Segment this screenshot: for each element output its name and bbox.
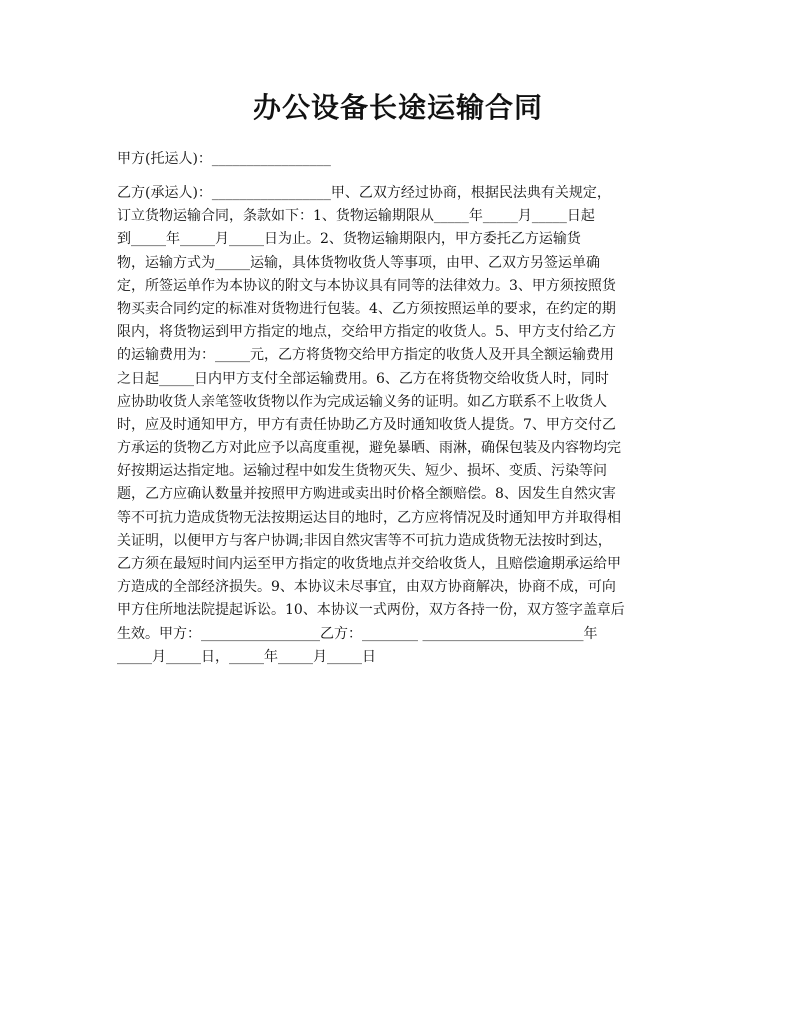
- body-line: 的运输费用为：_____元，乙方将货物交给甲方指定的收货人及开具全额运输费用: [117, 347, 614, 364]
- body-line: 限内，将货物运到甲方指定的地点，交给甲方指定的收货人。5、甲方支付给乙方: [117, 324, 616, 341]
- body-line: 方造成的全部经济损失。9、本协议未尽事宜，由双方协商解决，协商不成，可向: [117, 579, 616, 596]
- body-line: 时，应及时通知甲方，甲方有责任协助乙方及时通知收货人提货。7、甲方交付乙: [117, 416, 616, 433]
- body-line: 题，乙方应确认数量并按照甲方购进或卖出时价格全额赔偿。8、因发生自然灾害: [117, 486, 616, 503]
- date-line: _____月_____日，_____年_____月_____日: [117, 648, 376, 665]
- body-line: 到_____年_____月_____日为止。2、货物运输期限内，甲方委托乙方运输货: [117, 231, 581, 248]
- body-line: 应协助收货人亲笔签收货物以作为完成运输义务的证明。如乙方联系不上收货人: [117, 393, 607, 410]
- body-line: 方承运的货物乙方对此应予以高度重视，避免暴晒、雨淋，确保包装及内容物均完: [117, 440, 621, 457]
- body-line: 物买卖合同约定的标准对货物进行包装。4、乙方须按照运单的要求，在约定的期: [117, 300, 616, 317]
- body-line: 定，所签运单作为本协议的附文与本协议具有同等的法律效力。3、甲方须按照货: [117, 277, 616, 294]
- body-line: 物，运输方式为_____运输，具体货物收货人等事项，由甲、乙双方另签运单确: [117, 254, 600, 271]
- contract-body: [117, 182, 687, 669]
- body-line: 乙方须在最短时间内运至甲方指定的收货地点并交给收货人，且赔偿逾期承运给甲: [117, 556, 621, 572]
- body-line: 甲方住所地法院提起诉讼。10、本协议一式两份，双方各持一份，双方签字盖章后: [117, 602, 625, 619]
- document-title: 办公设备长途运输合同: [252, 91, 543, 124]
- body-line: 等不可抗力造成货物无法按期运达目的地时，乙方应将情况及时通知甲方并取得相: [117, 509, 621, 526]
- signature-line: 生效。甲方：_________________乙方：________ _______________________年: [117, 625, 598, 642]
- body-line: 乙方(承运人)：_________________甲、乙双方经过协商，根据民法典有关规定，: [117, 185, 611, 201]
- body-line: 好按期运达指定地。运输过程中如发生货物灭失、短少、损坏、变质、污染等问: [117, 463, 607, 480]
- body-line: 之日起_____日内甲方支付全部运输费用。6、乙方在将货物交给收货人时，同时: [117, 370, 609, 387]
- party-a-line: 甲方(托运人)：_________________: [117, 151, 331, 167]
- body-line: 订立货物运输合同，条款如下：1、货物运输期限从_____年_____月_____日起: [117, 208, 595, 225]
- body-line: 关证明，以便甲方与客户协调;非因自然灾害等不可抗力造成货物无法按时到达，: [117, 532, 612, 549]
